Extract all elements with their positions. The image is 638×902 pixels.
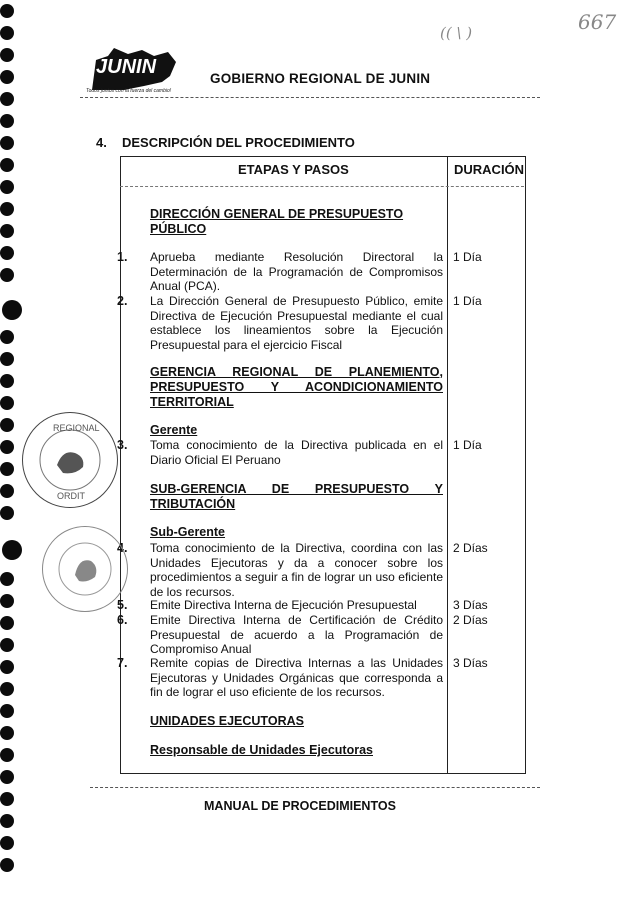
punch-hole [0,224,14,238]
step-duration: 1 Día [453,250,482,264]
step-duration: 3 Días [453,656,488,670]
punch-hole [2,540,22,560]
role-heading: Responsable de Unidades Ejecutoras [150,743,373,757]
punch-hole [0,484,14,498]
footer-title: MANUAL DE PROCEDIMIENTOS [204,799,396,813]
punch-hole [0,158,14,172]
seal-emblem [43,527,127,611]
svg-text:REGIONAL: REGIONAL [53,423,100,433]
punch-hole [0,374,14,388]
header-title: GOBIERNO REGIONAL DE JUNIN [210,71,431,86]
punch-hole [0,136,14,150]
punch-hole [0,814,14,828]
punch-hole [0,770,14,784]
section-title: DESCRIPCIÓN DEL PROCEDIMIENTO [122,135,355,150]
step-duration: 1 Día [453,294,482,308]
unit-heading: GERENCIA REGIONAL DE PLANEMIENTO, PRESUPUESTO Y ACONDICIONAMIENTO TERRITORIAL [150,365,443,409]
punch-hole [0,704,14,718]
punch-hole [0,506,14,520]
punch-hole [0,92,14,106]
punch-hole [0,26,14,40]
punch-hole [0,858,14,872]
office-seal [42,526,128,612]
punch-hole [0,396,14,410]
punch-hole [0,726,14,740]
step-duration: 2 Días [453,541,488,555]
header-divider [80,97,540,98]
punch-hole [0,660,14,674]
step-number: 4. [117,541,128,555]
column-header-steps: ETAPAS Y PASOS [238,162,349,177]
punch-hole [0,418,14,432]
punch-hole [0,748,14,762]
punch-hole [0,246,14,260]
step-number: 3. [117,438,128,452]
punch-hole [0,114,14,128]
punch-hole [0,180,14,194]
step-text: Aprueba mediante Resolución Directoral la Determinación de la Programación de Compromisos Anual (PCA). [150,250,443,294]
step-text: Emite Directiva Interna de Ejecución Presupuestal [150,598,417,612]
punch-hole [2,300,22,320]
svg-text:ORDIT: ORDIT [57,491,85,501]
punch-hole [0,48,14,62]
step-text: Emite Directiva Interna de Certificación de Crédito Presupuestal de acuerdo a la Programación de Compromiso Anual [150,613,443,657]
step-duration: 1 Día [453,438,482,452]
seal-emblem [23,413,117,507]
logo-slogan: Todos juntos con la fuerza del cambio! [86,88,172,94]
punch-hole [0,202,14,216]
column-header-duration: DURACIÓN [454,162,525,177]
punch-hole [0,682,14,696]
punch-hole [0,330,14,344]
step-number: 5. [117,598,128,612]
footer-divider [90,787,540,788]
column-divider [447,156,448,774]
step-text: Remite copias de Directiva Internas a las Unidades Ejecutoras y Unidades Orgánicas que corresponda a fin de lograr el uso eficiente de los recursos. [150,656,443,700]
step-number: 7. [117,656,128,670]
punch-hole [0,616,14,630]
punch-hole [0,4,14,18]
punch-hole [0,836,14,850]
logo-wordmark: JUNIN [96,56,157,78]
step-number: 1. [117,250,128,264]
step-text: Toma conocimiento de la Directiva, coordina con las Unidades Ejecutoras y da a conocer sobre los procedimientos a seguir a fin de lograr un uso eficiente de los recursos. [150,541,443,599]
punch-hole [0,268,14,282]
punch-hole [0,440,14,454]
official-seal [22,412,118,508]
punch-hole [0,462,14,476]
punch-hole [0,70,14,84]
step-text: Toma conocimiento de la Directiva publicada en el Diario Oficial El Peruano [150,438,443,467]
punch-hole [0,594,14,608]
page-number-handwritten: 667 [578,10,617,34]
step-number: 2. [117,294,128,308]
role-heading: Gerente [150,423,198,437]
step-number: 6. [117,613,128,627]
step-text: La Dirección General de Presupuesto Público, emite Directiva de Ejecución Presupuestal mediante el cual establece los lineamientos sobre la Ejecución Presupuestal para el ejercicio Fiscal [150,294,443,352]
handwritten-mark: (( \ ) [440,24,473,42]
role-heading: Sub-Gerente [150,525,226,539]
step-duration: 2 Días [453,613,488,627]
unit-heading: DIRECCIÓN GENERAL DE PRESUPUESTO PÚBLICO [150,207,404,236]
unit-heading: SUB-GERENCIA DE PRESUPUESTO Y TRIBUTACIÓN [150,482,443,511]
punch-hole [0,638,14,652]
punch-hole [0,352,14,366]
punch-hole [0,572,14,586]
section-number: 4. [96,135,107,150]
unit-heading: UNIDADES EJECUTORAS [150,714,304,728]
punch-hole [0,792,14,806]
header-row-divider [120,186,524,187]
step-duration: 3 Días [453,598,488,612]
